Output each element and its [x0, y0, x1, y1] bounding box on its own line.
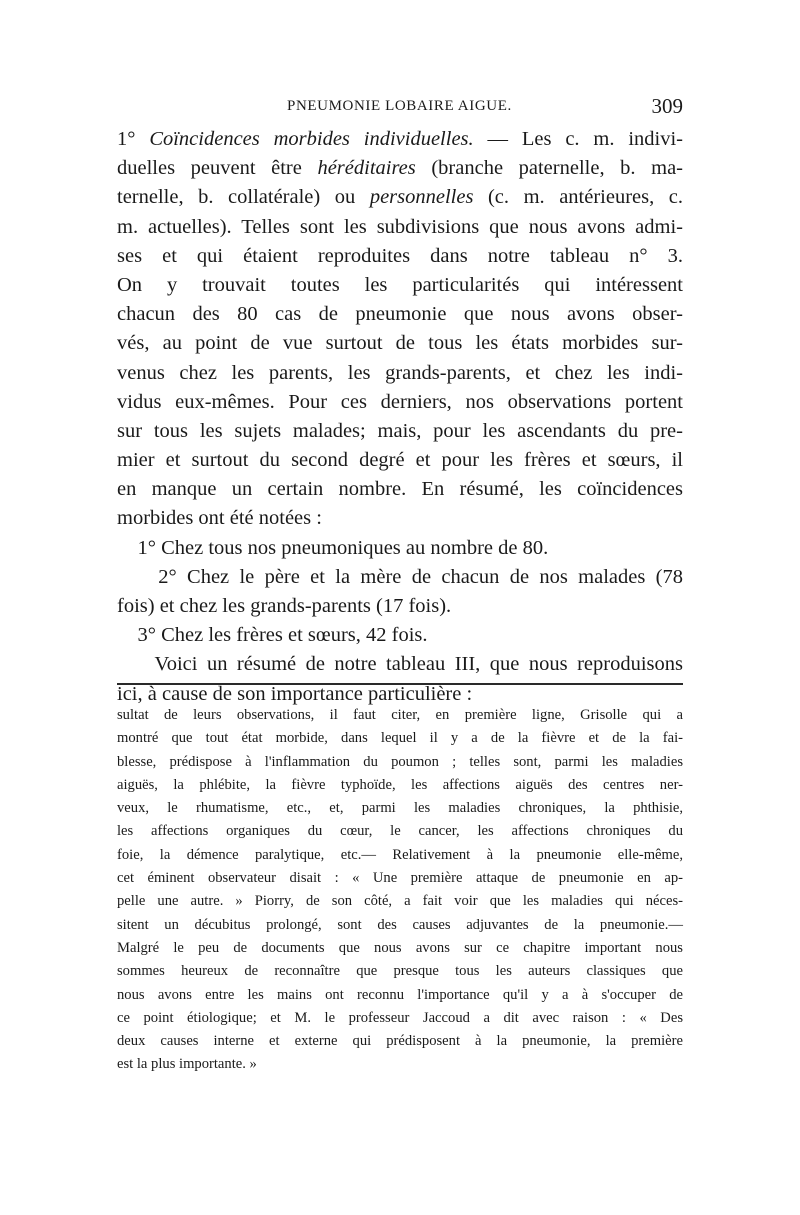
body-line: [117, 446, 683, 475]
footnote-line: sommes heureux de reconnaître que presque tous les auteurs classiques que: [117, 963, 683, 980]
body-line: [117, 329, 683, 358]
body-line-text: vidus eux-mêmes. Pour ces derniers, nos observations portent: [117, 390, 683, 413]
body-line: [117, 359, 683, 388]
main-text: [117, 125, 683, 709]
body-line-italic: personnelles: [369, 186, 474, 209]
body-line-text: 2° Chez le père et la mère de chacun de nos malades (78: [117, 565, 683, 588]
footnote-line: veux, le rhumatisme, etc., et, parmi les maladies chroniques, la phthisie,: [117, 800, 683, 817]
footnote-line: sitent un décubitus prolongé, sont des causes adjuvantes de la pneumonie.—: [117, 916, 683, 933]
body-line-text: 1°: [117, 128, 150, 150]
body-line: [117, 563, 683, 592]
body-line-text: duelles peuvent être: [117, 157, 318, 180]
body-line-text: venus chez les parents, les grands-parents, et chez les indi-: [117, 361, 683, 384]
body-line: [117, 534, 683, 563]
body-line: [117, 183, 683, 212]
body-line: [117, 504, 683, 533]
footnote-line: montré que tout état morbide, dans lequel il y a de la fièvre et de la fai-: [117, 730, 683, 747]
body-line-text: Voici un résumé de notre tableau III, que nous reproduisons: [117, 653, 683, 676]
footnote-separator-rule: [117, 683, 683, 685]
body-line-text: chacun des 80 cas de pneumonie que nous avons obser-: [117, 303, 683, 326]
body-line-text: ici, à cause de son importance particulière :: [117, 682, 473, 705]
body-line: [117, 388, 683, 417]
body-line-text: 1° Chez tous nos pneumoniques au nombre de 80.: [117, 536, 549, 559]
footnote-line: nous avons entre les mains ont reconnu l'importance qu'il y a à s'occuper de: [117, 986, 683, 1003]
body-line-italic: héréditaires: [317, 157, 416, 180]
footnote-line: cet éminent observateur disait : « Une première attaque de pneumonie en ap-: [117, 870, 683, 887]
body-line: [117, 154, 683, 183]
body-line-text: ses et qui étaient reproduites dans notre tableau n° 3.: [117, 244, 683, 267]
body-line-text: ternelle, b. collatérale) ou: [117, 186, 370, 209]
body-line-text-after: (c. m. antérieures, c.: [473, 186, 683, 209]
footnote-line: les affections organiques du cœur, le cancer, les affections chroniques du: [117, 823, 683, 840]
footnote-line: deux causes interne et externe qui prédisposent à la pneumonie, la première: [117, 1033, 683, 1050]
body-line-text: mier et surtout du second degré et pour les frères et sœurs, il: [117, 449, 683, 472]
running-title: PNEUMONIE LOBAIRE AIGUE.: [287, 98, 512, 114]
body-line-text-after: (branche paternelle, b. ma-: [415, 157, 683, 180]
body-line: [117, 621, 683, 650]
body-line: [117, 417, 683, 446]
body-line-text: m. actuelles). Telles sont les subdivisions que nous avons admi-: [117, 215, 683, 238]
body-line: [117, 475, 683, 504]
body-line: [117, 242, 683, 271]
footnote-line: sultat de leurs observations, il faut citer, en première ligne, Grisolle qui a: [117, 707, 683, 723]
body-line-text: vés, au point de vue surtout de tous les états morbides sur-: [117, 332, 683, 355]
body-line: [117, 271, 683, 300]
footnote-line: foie, la démence paralytique, etc.— Relativement à la pneumonie elle-même,: [117, 846, 683, 863]
footnote-line: pelle une autre. » Piorry, de son côté, a fait voir que les maladies qui néces-: [117, 893, 683, 910]
footnote-line: est la plus importante. »: [117, 1056, 257, 1073]
footnote-text: [117, 704, 683, 1077]
body-line-text: fois) et chez les grands-parents (17 fois).: [117, 595, 452, 617]
body-line: [117, 592, 683, 621]
page-number: 309: [651, 94, 683, 118]
body-line-italic: Coïncidences morbides individuelles.: [149, 128, 474, 150]
body-line-text: 3° Chez les frères et sœurs, 42 fois.: [117, 624, 428, 647]
body-line-text: On y trouvait toutes les particularités qui intéressent: [117, 273, 683, 296]
footnote-line: ce point étiologique; et M. le professeur Jaccoud a dit avec raison : « Des: [117, 1009, 683, 1026]
footnote-line: Malgré le peu de documents que nous avons sur ce chapitre important nous: [117, 939, 683, 956]
footnote-line: blesse, prédispose à l'inflammation du poumon ; telles sont, parmi les maladies: [117, 753, 683, 770]
body-line: [117, 650, 683, 679]
body-line: [117, 125, 683, 154]
footnote-line: aiguës, la phlébite, la fièvre typhoïde, les affections aiguës des centres ner-: [117, 776, 683, 793]
body-line-text: morbides ont été notées :: [117, 507, 322, 530]
body-line: [117, 300, 683, 329]
body-line: [117, 213, 683, 242]
body-line-text: en manque un certain nombre. En résumé, les coïncidences: [117, 478, 683, 501]
body-line-text-after: — Les c. m. indivi-: [473, 128, 683, 150]
running-head: [117, 94, 683, 122]
body-line-text: sur tous les sujets malades; mais, pour les ascendants du pre-: [117, 419, 683, 442]
